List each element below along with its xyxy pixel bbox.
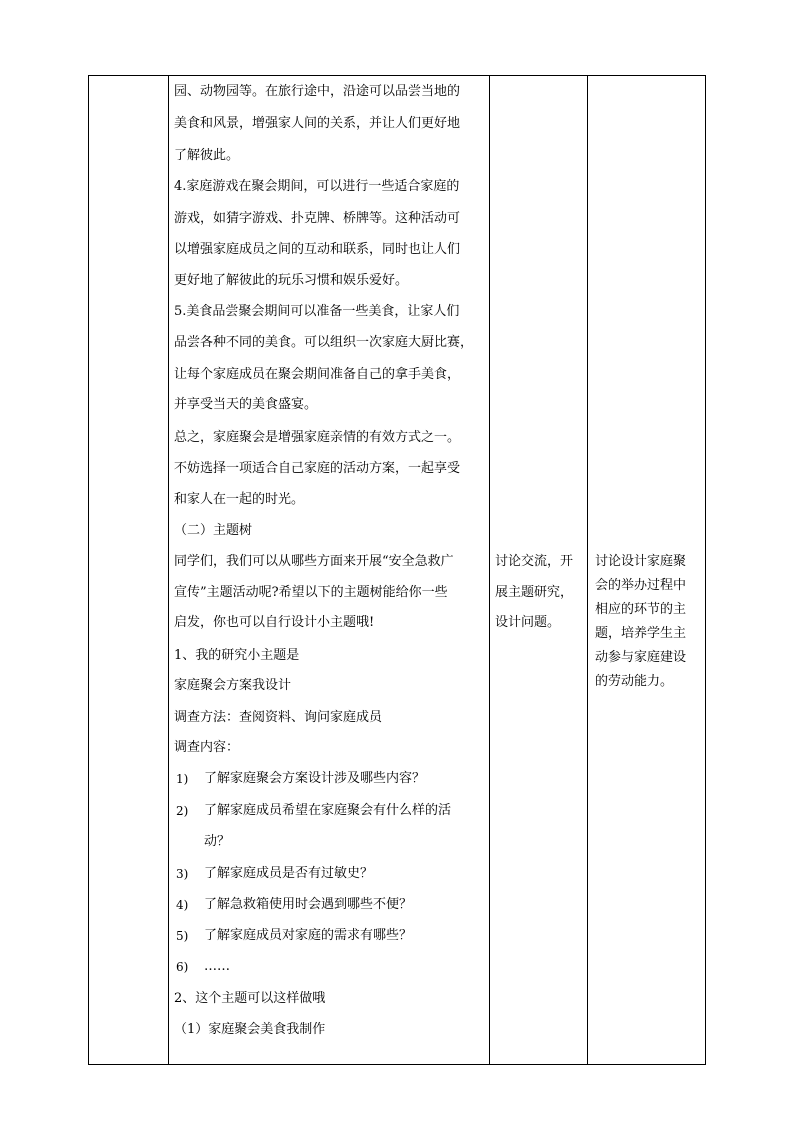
list-item: 了解家庭成员对家庭的需求有哪些？ [204,928,413,943]
intent-line: 讨论设计家庭聚 [595,554,687,569]
list-item: 了解家庭成员希望在家庭聚会有什么样的活 [204,803,452,818]
left-empty-cell [89,76,168,1064]
intent-line: 的劳动能力。 [595,674,674,689]
content-line: 更好地了解彼此的玩乐习惯和娱乐爱好。 [174,273,409,288]
content-line: 总之，家庭聚会是增强家庭亲情的有效方式之一。 [174,430,461,445]
content-line: 不妨选择一项适合自己家庭的活动方案，一起享受 [174,461,461,476]
content-line: 让每个家庭成员在聚会期间准备自己的拿手美食， [174,367,461,382]
content-line: 以增强家庭成员之间的互动和联系，同时也让人们 [174,242,461,257]
intent-line: 相应的环节的主 [595,602,687,617]
content-line: 和家人在一起的时光。 [174,492,305,507]
content-line: 同学们，我们可以从哪些方面来开展“安全急救广 [174,554,454,569]
content-line: 调查内容： [174,740,240,755]
content-line: 园、动物园等。在旅行途中，沿途可以品尝当地的 [174,84,461,99]
content-line: 调查方法：查阅资料、询问家庭成员 [174,710,383,725]
column-divider-1 [168,76,169,1064]
content-line: 宣传”主题活动呢?希望以下的主题树能给你一些 [174,585,448,600]
list-number: 5) [176,929,189,943]
content-line: 美食和风景，增强家人间的关系，并让人们更好地 [174,116,461,131]
content-line: 启发，你也可以自行设计小主题哦! [174,615,375,630]
list-item: 了解家庭成员是否有过敏史？ [204,866,374,881]
list-number: 1) [176,772,189,786]
student-line: 设计问题。 [495,615,561,630]
content-line: 家庭聚会方案我设计 [174,678,292,693]
list-item-continuation: 动？ [204,834,231,849]
column-divider-2 [489,76,490,1064]
list-item: 了解急救箱使用时会遇到哪些不便？ [204,897,413,912]
content-line: 了解彼此。 [174,148,240,163]
teaching-content-cell [174,76,486,1064]
list-item: 了解家庭聚会方案设计涉及哪些内容？ [204,771,426,786]
lesson-table [88,75,706,1065]
content-line: （1）家庭聚会美食我制作 [174,1022,326,1037]
intent-line: 动参与家庭建设 [595,650,687,665]
student-line: 展主题研究， [495,585,574,600]
content-line: 5.美食品尝聚会期间可以准备一些美食，让家人们 [174,304,460,319]
student-activity-cell [495,76,585,1064]
content-line: 品尝各种不同的美食。可以组织一次家庭大厨比赛， [174,335,474,350]
content-line: 1、我的研究小主题是 [174,648,300,663]
list-number: 4) [176,898,189,912]
list-item: …… [204,959,230,974]
design-intent-cell [595,76,703,1064]
list-number: 6) [176,960,189,974]
content-line: 4.家庭游戏在聚会期间，可以进行一些适合家庭的 [174,179,460,194]
content-line: 游戏，如猜字游戏、扑克牌、桥牌等。这种活动可 [174,211,461,226]
content-line: 并享受当天的美食盛宴。 [174,397,318,412]
intent-line: 会的举办过程中 [595,578,687,593]
list-number: 3) [176,867,189,881]
content-line: 2、这个主题可以这样做哦 [174,991,326,1006]
column-divider-3 [587,76,588,1064]
section-heading: （二）主题树 [174,523,253,538]
intent-line: 题，培养学生主 [595,626,687,641]
list-number: 2) [176,804,189,818]
student-line: 讨论交流，开 [495,554,574,569]
